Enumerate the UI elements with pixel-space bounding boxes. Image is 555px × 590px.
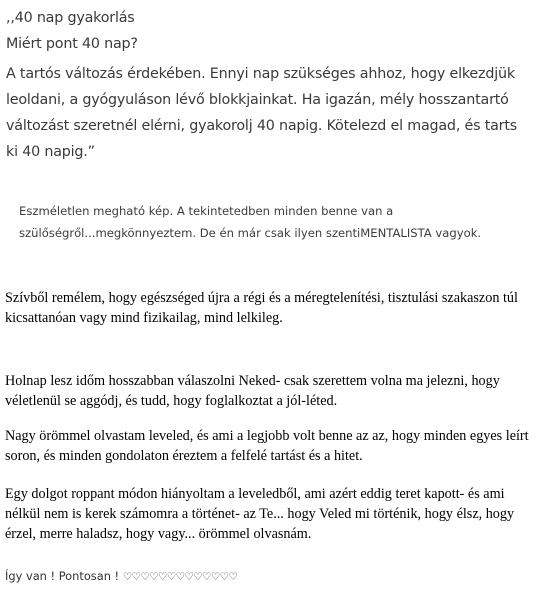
closing-line bbox=[5, 567, 237, 586]
quote-title: ,,40 nap gyakorlás bbox=[6, 10, 135, 26]
quote-body-line: A tartós változás érdekében. Ennyi nap szükséges ahhoz, hogy elkezdjük bbox=[6, 66, 515, 82]
paragraph-line: Egy dolgot roppant módon hiányoltam a leveledből, ami azért eddig teret kapott- és ami bbox=[5, 486, 505, 502]
hearts-icon: ♡♡♡♡♡♡♡♡♡♡♡♡♡ bbox=[122, 571, 238, 583]
quote-body-line: leoldani, a gyógyuláson lévő blokkjainkat. Ha igazán, mély hosszantartó bbox=[6, 92, 509, 108]
letter-paragraph-reply-soon bbox=[5, 371, 553, 411]
letter-paragraph-joy bbox=[5, 426, 553, 466]
paragraph-line: Nagy örömmel olvastam leveled, és ami a legjobb volt benne az az, hogy minden egyes leírt bbox=[5, 428, 529, 444]
paragraph-line: érzel, merre haladsz, hogy vagy... örömmel olvasnám. bbox=[5, 526, 312, 542]
paragraph-line: soron, és minden gondolaton éreztem a felfelé tartást és a hitet. bbox=[5, 448, 363, 464]
quote-body-line: változást szeretnél elérni, gyakorolj 40 napig. Kötelezd el magad, és tarts bbox=[6, 118, 517, 134]
paragraph-line: kicsattanóan vagy mind fizikailag, mind lelkileg. bbox=[5, 310, 283, 326]
closing-text: Így van ! Pontosan ! bbox=[5, 569, 123, 583]
quote-body-line: ki 40 napig.” bbox=[6, 144, 95, 160]
quote-question: Miért pont 40 nap? bbox=[6, 36, 138, 52]
paragraph-line: Szívből remélem, hogy egészséged újra a régi és a méregtelenítési, tisztulási szakaszon túl bbox=[5, 290, 518, 306]
caption-line: Eszméletlen megható kép. A tekintetedben minden benne van a bbox=[19, 204, 394, 218]
caption-line: szülőségről...megkönnyeztem. De én már csak ilyen szentiMENTALISTA vagyok. bbox=[19, 226, 482, 240]
image-caption bbox=[19, 200, 539, 244]
paragraph-line: nélkül nem is kerek számomra a történet- az Te... hogy Veled mi történik, hogy élsz, hogy bbox=[5, 506, 515, 522]
letter-paragraph-wellbeing bbox=[5, 288, 553, 328]
letter-paragraph-missing bbox=[5, 484, 553, 544]
quote-body bbox=[6, 61, 551, 165]
paragraph-line: véletlenül se aggódj, és tudd, hogy foglalkoztat a jól-léted. bbox=[5, 393, 338, 409]
paragraph-line: Holnap lesz időm hosszabban válaszolni Neked- csak szerettem volna ma jelezni, hogy bbox=[5, 373, 500, 389]
quote-block bbox=[6, 5, 551, 165]
